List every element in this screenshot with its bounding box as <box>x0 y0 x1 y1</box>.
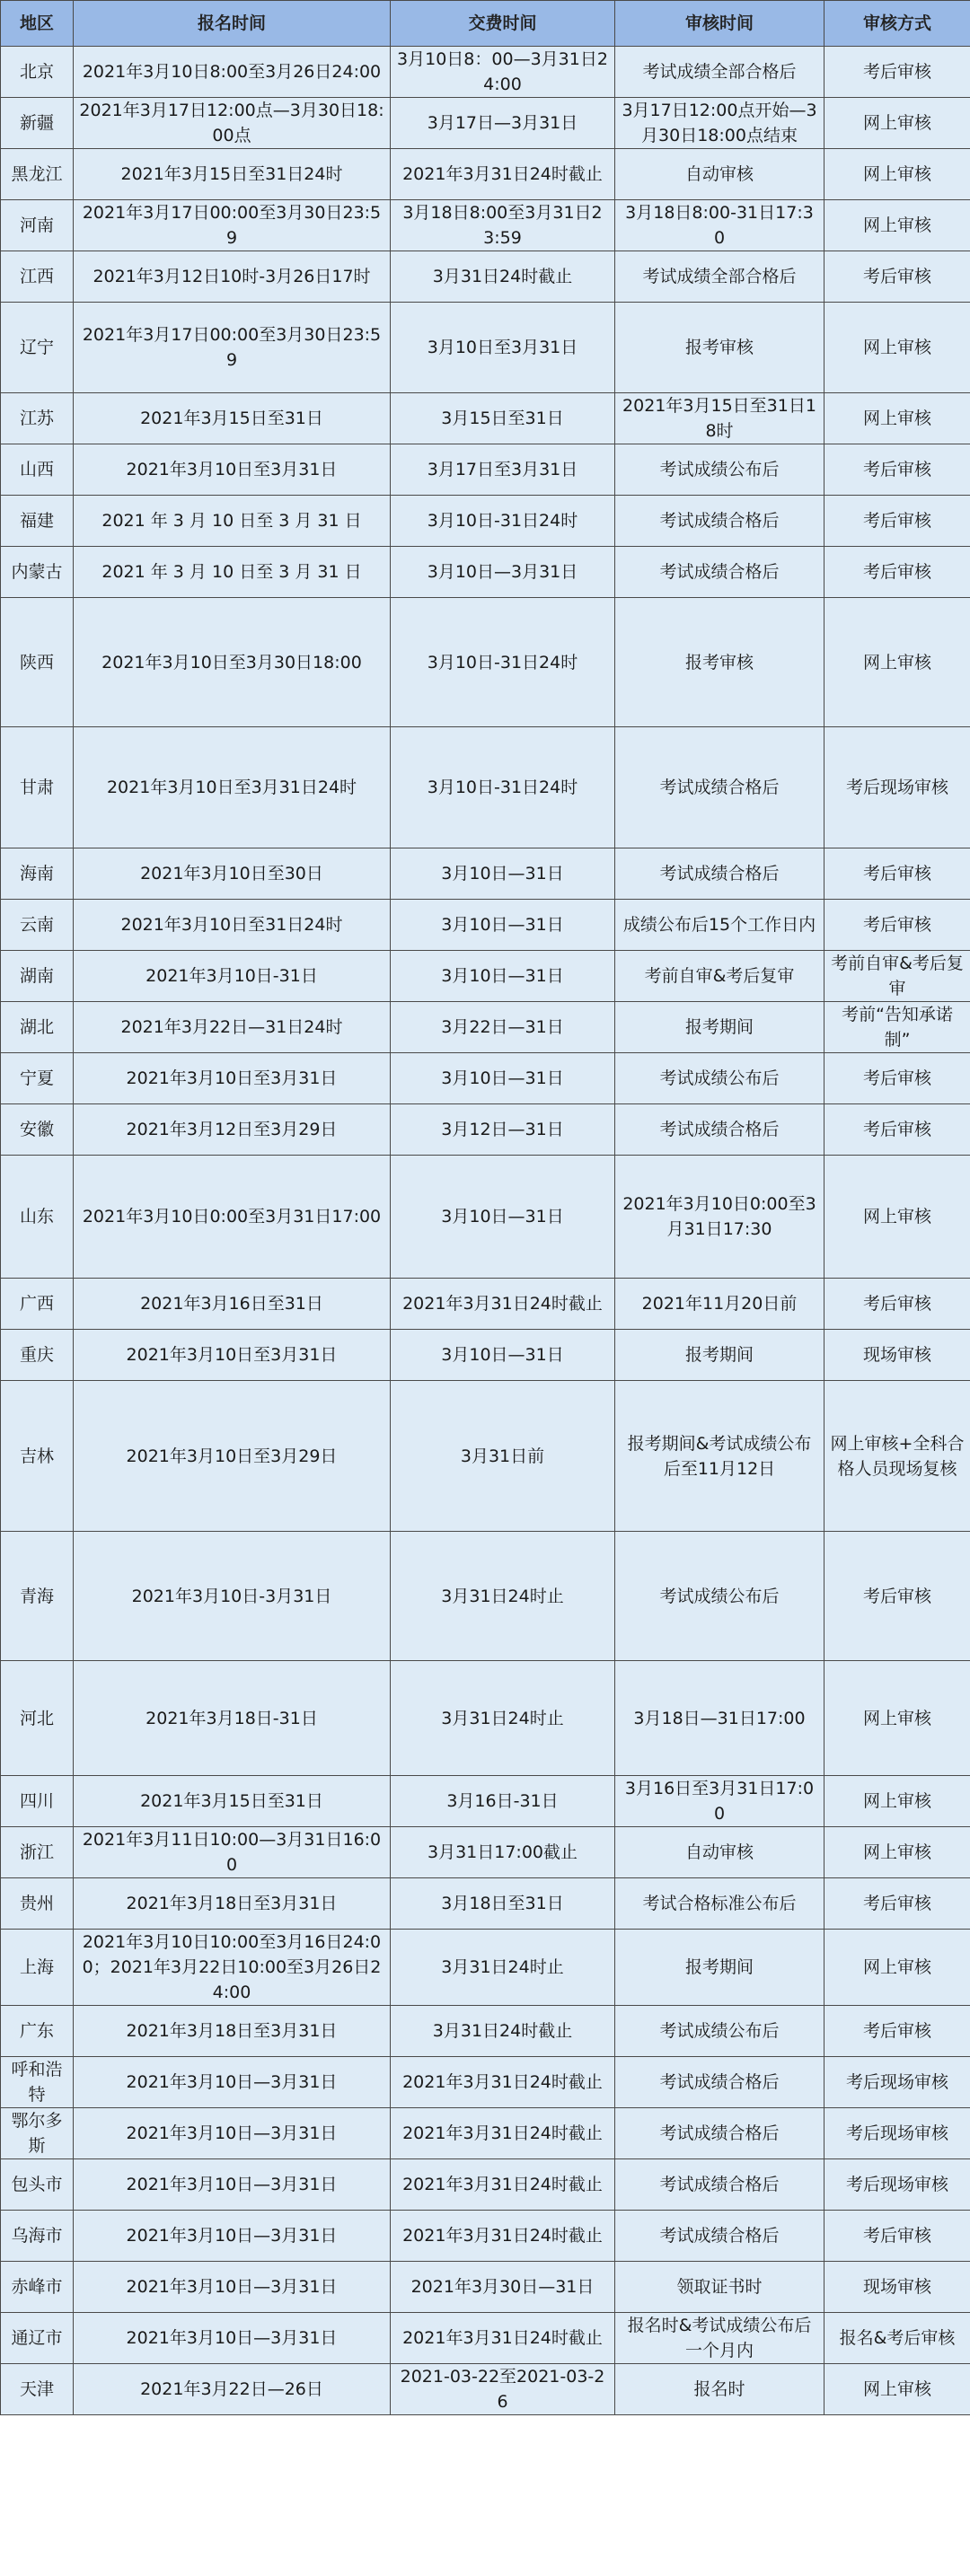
cell-region: 江西 <box>1 251 74 303</box>
cell-payment-time: 3月18日至31日 <box>391 1878 615 1930</box>
cell-registration-time: 2021年3月16日至31日 <box>74 1279 391 1330</box>
table-row <box>1 848 970 900</box>
cell-review-time: 考试成绩合格后 <box>615 1104 824 1156</box>
cell-payment-time: 3月31日前 <box>391 1381 615 1532</box>
cell-review-method: 考后审核 <box>824 2211 970 2262</box>
cell-registration-time: 2021年3月10日—3月31日 <box>74 2262 391 2313</box>
cell-payment-time: 3月10日至3月31日 <box>391 303 615 393</box>
cell-region: 乌海市 <box>1 2211 74 2262</box>
cell-review-time: 2021年11月20日前 <box>615 1279 824 1330</box>
cell-payment-time: 2021年3月31日24时截止 <box>391 1279 615 1330</box>
cell-region: 吉林 <box>1 1381 74 1532</box>
cell-registration-time: 2021年3月18日至3月31日 <box>74 1878 391 1930</box>
cell-review-method: 网上审核+全科合格人员现场复核 <box>824 1381 970 1532</box>
table-body <box>1 47 970 2415</box>
cell-payment-time: 3月31日24时止 <box>391 1661 615 1776</box>
cell-registration-time: 2021年3月17日00:00至3月30日23:59 <box>74 200 391 251</box>
cell-payment-time: 2021年3月31日24时截止 <box>391 2211 615 2262</box>
cell-registration-time: 2021年3月10日至3月30日18:00 <box>74 598 391 727</box>
cell-review-time: 考试合格标准公布后 <box>615 1878 824 1930</box>
table-row <box>1 1827 970 1878</box>
cell-registration-time: 2021年3月10日10:00至3月16日24:00；2021年3月22日10:00至3月26日24:00 <box>74 1930 391 2006</box>
cell-review-method: 考后现场审核 <box>824 2057 970 2108</box>
cell-registration-time: 2021年3月10日至3月29日 <box>74 1381 391 1532</box>
cell-review-time: 报考期间 <box>615 1330 824 1381</box>
cell-region: 山东 <box>1 1156 74 1279</box>
cell-region: 宁夏 <box>1 1053 74 1104</box>
cell-payment-time: 3月17日至3月31日 <box>391 444 615 496</box>
table-row <box>1 1053 970 1104</box>
cell-review-time: 考试成绩合格后 <box>615 848 824 900</box>
table-row <box>1 496 970 547</box>
cell-review-time: 报考期间 <box>615 1930 824 2006</box>
cell-region: 青海 <box>1 1532 74 1661</box>
cell-region: 广东 <box>1 2006 74 2057</box>
cell-payment-time: 3月18日8:00至3月31日23:59 <box>391 200 615 251</box>
cell-region: 黑龙江 <box>1 149 74 200</box>
header-region: 地区 <box>1 1 74 47</box>
table-row <box>1 1930 970 2006</box>
cell-review-time: 考试成绩合格后 <box>615 727 824 848</box>
cell-review-time: 3月16日至3月31日17:00 <box>615 1776 824 1827</box>
cell-payment-time: 3月31日24时止 <box>391 1930 615 2006</box>
table-row <box>1 2006 970 2057</box>
cell-region: 山西 <box>1 444 74 496</box>
table-row <box>1 1156 970 1279</box>
cell-registration-time: 2021年3月10日至30日 <box>74 848 391 900</box>
cell-registration-time: 2021年3月10日—3月31日 <box>74 2313 391 2364</box>
cell-region: 辽宁 <box>1 303 74 393</box>
cell-review-method: 网上审核 <box>824 598 970 727</box>
cell-region: 内蒙古 <box>1 547 74 598</box>
table-row <box>1 303 970 393</box>
table-row <box>1 2364 970 2415</box>
cell-review-method: 考后审核 <box>824 251 970 303</box>
cell-review-method: 考后审核 <box>824 900 970 951</box>
cell-review-time: 领取证书时 <box>615 2262 824 2313</box>
table-row <box>1 251 970 303</box>
cell-review-method: 考后审核 <box>824 2006 970 2057</box>
cell-review-method: 网上审核 <box>824 98 970 149</box>
cell-registration-time: 2021年3月12日10时-3月26日17时 <box>74 251 391 303</box>
cell-review-time: 3月18日—31日17:00 <box>615 1661 824 1776</box>
table-row <box>1 1104 970 1156</box>
cell-registration-time: 2021年3月15日至31日24时 <box>74 149 391 200</box>
cell-review-time: 考试成绩合格后 <box>615 2211 824 2262</box>
cell-review-time: 考试成绩全部合格后 <box>615 251 824 303</box>
cell-review-time: 报考审核 <box>615 303 824 393</box>
cell-review-time: 成绩公布后15个工作日内 <box>615 900 824 951</box>
cell-region: 赤峰市 <box>1 2262 74 2313</box>
cell-review-time: 考试成绩公布后 <box>615 444 824 496</box>
cell-region: 河北 <box>1 1661 74 1776</box>
table-row <box>1 98 970 149</box>
cell-region: 四川 <box>1 1776 74 1827</box>
cell-review-method: 现场审核 <box>824 1330 970 1381</box>
cell-registration-time: 2021年3月22日—31日24时 <box>74 1002 391 1053</box>
cell-review-time: 3月18日8:00-31日17:30 <box>615 200 824 251</box>
cell-review-time: 报考期间 <box>615 1002 824 1053</box>
cell-payment-time: 3月31日24时截止 <box>391 251 615 303</box>
cell-registration-time: 2021年3月10日8:00至3月26日24:00 <box>74 47 391 98</box>
cell-region: 天津 <box>1 2364 74 2415</box>
cell-payment-time: 3月31日24时截止 <box>391 2006 615 2057</box>
cell-review-time: 报名时 <box>615 2364 824 2415</box>
cell-review-method: 网上审核 <box>824 149 970 200</box>
cell-region: 重庆 <box>1 1330 74 1381</box>
cell-region: 广西 <box>1 1279 74 1330</box>
cell-review-time: 报考期间&考试成绩公布后至11月12日 <box>615 1381 824 1532</box>
cell-review-time: 2021年3月15日至31日18时 <box>615 393 824 444</box>
cell-region: 包头市 <box>1 2159 74 2211</box>
table-row <box>1 598 970 727</box>
table-row <box>1 1330 970 1381</box>
table-row <box>1 900 970 951</box>
cell-payment-time: 2021年3月30日—31日 <box>391 2262 615 2313</box>
table-row <box>1 1661 970 1776</box>
cell-review-time: 报考审核 <box>615 598 824 727</box>
cell-review-method: 考后审核 <box>824 496 970 547</box>
cell-review-method: 考后现场审核 <box>824 727 970 848</box>
cell-review-method: 考后审核 <box>824 1053 970 1104</box>
cell-review-time: 考试成绩合格后 <box>615 496 824 547</box>
cell-payment-time: 2021年3月31日24时截止 <box>391 2159 615 2211</box>
cell-review-method: 考后现场审核 <box>824 2159 970 2211</box>
cell-review-method: 报名&考后审核 <box>824 2313 970 2364</box>
cell-region: 鄂尔多斯 <box>1 2108 74 2159</box>
cell-payment-time: 3月10日—31日 <box>391 1156 615 1279</box>
cell-review-time: 3月17日12:00点开始—3月30日18:00点结束 <box>615 98 824 149</box>
table-row <box>1 1279 970 1330</box>
cell-payment-time: 2021年3月31日24时截止 <box>391 2313 615 2364</box>
cell-registration-time: 2021年3月10日0:00至3月31日17:00 <box>74 1156 391 1279</box>
cell-region: 上海 <box>1 1930 74 2006</box>
table-row <box>1 393 970 444</box>
cell-review-method: 考后审核 <box>824 47 970 98</box>
cell-payment-time: 3月22日—31日 <box>391 1002 615 1053</box>
table-row <box>1 1381 970 1532</box>
cell-review-method: 考前“告知承诺制” <box>824 1002 970 1053</box>
cell-review-time: 考试成绩全部合格后 <box>615 47 824 98</box>
cell-payment-time: 3月12日—31日 <box>391 1104 615 1156</box>
cell-review-method: 网上审核 <box>824 2364 970 2415</box>
table-row <box>1 1776 970 1827</box>
cell-review-method: 考后审核 <box>824 547 970 598</box>
cell-review-method: 现场审核 <box>824 2262 970 2313</box>
cell-registration-time: 2021年3月10日至31日24时 <box>74 900 391 951</box>
cell-payment-time: 2021年3月31日24时截止 <box>391 2057 615 2108</box>
table-row <box>1 2159 970 2211</box>
cell-region: 江苏 <box>1 393 74 444</box>
cell-review-time: 2021年3月10日0:00至3月31日17:30 <box>615 1156 824 1279</box>
cell-region: 新疆 <box>1 98 74 149</box>
cell-registration-time: 2021 年 3 月 10 日至 3 月 31 日 <box>74 496 391 547</box>
cell-review-method: 网上审核 <box>824 1930 970 2006</box>
cell-review-time: 考试成绩公布后 <box>615 2006 824 2057</box>
cell-registration-time: 2021年3月11日10:00—3月31日16:00 <box>74 1827 391 1878</box>
table-row <box>1 2108 970 2159</box>
cell-review-method: 考后现场审核 <box>824 2108 970 2159</box>
cell-review-time: 考试成绩合格后 <box>615 2159 824 2211</box>
cell-review-time: 考前自审&考后复审 <box>615 951 824 1002</box>
cell-payment-time: 2021年3月31日24时截止 <box>391 2108 615 2159</box>
cell-region: 甘肃 <box>1 727 74 848</box>
cell-registration-time: 2021年3月10日至3月31日24时 <box>74 727 391 848</box>
cell-payment-time: 3月10日-31日24时 <box>391 496 615 547</box>
cell-payment-time: 3月10日-31日24时 <box>391 727 615 848</box>
cell-registration-time: 2021年3月10日—3月31日 <box>74 2211 391 2262</box>
cell-review-method: 考后审核 <box>824 1532 970 1661</box>
cell-registration-time: 2021年3月15日至31日 <box>74 1776 391 1827</box>
table-header-row <box>1 1 970 47</box>
cell-region: 通辽市 <box>1 2313 74 2364</box>
cell-payment-time: 3月16日-31日 <box>391 1776 615 1827</box>
cell-registration-time: 2021年3月17日00:00至3月30日23:59 <box>74 303 391 393</box>
table-row <box>1 547 970 598</box>
table-row <box>1 149 970 200</box>
cell-review-method: 网上审核 <box>824 200 970 251</box>
table-row <box>1 2313 970 2364</box>
cell-region: 呼和浩特 <box>1 2057 74 2108</box>
cell-review-method: 网上审核 <box>824 393 970 444</box>
cell-review-method: 考后审核 <box>824 444 970 496</box>
table-row <box>1 47 970 98</box>
header-review-method: 审核方式 <box>824 1 970 47</box>
cell-registration-time: 2021年3月12日至3月29日 <box>74 1104 391 1156</box>
table-row <box>1 2262 970 2313</box>
cell-region: 海南 <box>1 848 74 900</box>
cell-region: 安徽 <box>1 1104 74 1156</box>
cell-review-time: 考试成绩公布后 <box>615 1053 824 1104</box>
cell-registration-time: 2021年3月10日至3月31日 <box>74 1330 391 1381</box>
cell-region: 湖南 <box>1 951 74 1002</box>
cell-review-time: 自动审核 <box>615 1827 824 1878</box>
cell-review-method: 网上审核 <box>824 1156 970 1279</box>
header-payment-time: 交费时间 <box>391 1 615 47</box>
cell-region: 浙江 <box>1 1827 74 1878</box>
table-row <box>1 2211 970 2262</box>
cell-registration-time: 2021年3月10日—3月31日 <box>74 2057 391 2108</box>
cell-registration-time: 2021年3月10日至3月31日 <box>74 1053 391 1104</box>
cell-registration-time: 2021年3月18日至3月31日 <box>74 2006 391 2057</box>
cell-payment-time: 3月17日—3月31日 <box>391 98 615 149</box>
cell-review-method: 考后审核 <box>824 848 970 900</box>
cell-region: 北京 <box>1 47 74 98</box>
cell-review-time: 考试成绩合格后 <box>615 547 824 598</box>
cell-payment-time: 2021-03-22至2021-03-26 <box>391 2364 615 2415</box>
cell-registration-time: 2021年3月10日—3月31日 <box>74 2108 391 2159</box>
cell-payment-time: 3月10日-31日24时 <box>391 598 615 727</box>
cell-registration-time: 2021年3月10日-3月31日 <box>74 1532 391 1661</box>
cell-review-time: 自动审核 <box>615 149 824 200</box>
table-row <box>1 727 970 848</box>
cell-review-time: 考试成绩公布后 <box>615 1532 824 1661</box>
cell-payment-time: 3月10日—31日 <box>391 900 615 951</box>
cell-review-method: 考后审核 <box>824 1878 970 1930</box>
table-row <box>1 951 970 1002</box>
table-row <box>1 1532 970 1661</box>
table-row <box>1 444 970 496</box>
cell-region: 福建 <box>1 496 74 547</box>
header-registration-time: 报名时间 <box>74 1 391 47</box>
table-row <box>1 1878 970 1930</box>
cell-registration-time: 2021年3月10日至3月31日 <box>74 444 391 496</box>
cell-review-method: 网上审核 <box>824 1661 970 1776</box>
cell-payment-time: 2021年3月31日24时截止 <box>391 149 615 200</box>
cell-payment-time: 3月31日17:00截止 <box>391 1827 615 1878</box>
cell-payment-time: 3月10日—31日 <box>391 848 615 900</box>
cell-registration-time: 2021年3月15日至31日 <box>74 393 391 444</box>
header-review-time: 审核时间 <box>615 1 824 47</box>
cell-review-time: 考试成绩合格后 <box>615 2108 824 2159</box>
cell-region: 贵州 <box>1 1878 74 1930</box>
table-row <box>1 2057 970 2108</box>
cell-review-method: 考前自审&考后复审 <box>824 951 970 1002</box>
cell-payment-time: 3月10日—3月31日 <box>391 547 615 598</box>
cell-payment-time: 3月10日—31日 <box>391 1053 615 1104</box>
cell-region: 云南 <box>1 900 74 951</box>
cell-payment-time: 3月10日—31日 <box>391 951 615 1002</box>
cell-registration-time: 2021 年 3 月 10 日至 3 月 31 日 <box>74 547 391 598</box>
cell-review-method: 网上审核 <box>824 1827 970 1878</box>
cell-review-method: 网上审核 <box>824 1776 970 1827</box>
cell-review-time: 报名时&考试成绩公布后一个月内 <box>615 2313 824 2364</box>
cell-registration-time: 2021年3月10日—3月31日 <box>74 2159 391 2211</box>
cell-region: 河南 <box>1 200 74 251</box>
cell-registration-time: 2021年3月18日-31日 <box>74 1661 391 1776</box>
cell-review-time: 考试成绩合格后 <box>615 2057 824 2108</box>
cell-review-method: 考后审核 <box>824 1279 970 1330</box>
table-row <box>1 200 970 251</box>
cell-review-method: 网上审核 <box>824 303 970 393</box>
cell-registration-time: 2021年3月17日12:00点—3月30日18:00点 <box>74 98 391 149</box>
cell-region: 陕西 <box>1 598 74 727</box>
cell-payment-time: 3月31日24时止 <box>391 1532 615 1661</box>
cell-region: 湖北 <box>1 1002 74 1053</box>
cell-review-method: 考后审核 <box>824 1104 970 1156</box>
cell-payment-time: 3月10日—31日 <box>391 1330 615 1381</box>
cell-payment-time: 3月10日8：00—3月31日24:00 <box>391 47 615 98</box>
table-row <box>1 1002 970 1053</box>
cell-payment-time: 3月15日至31日 <box>391 393 615 444</box>
cell-registration-time: 2021年3月22日—26日 <box>74 2364 391 2415</box>
cell-registration-time: 2021年3月10日-31日 <box>74 951 391 1002</box>
